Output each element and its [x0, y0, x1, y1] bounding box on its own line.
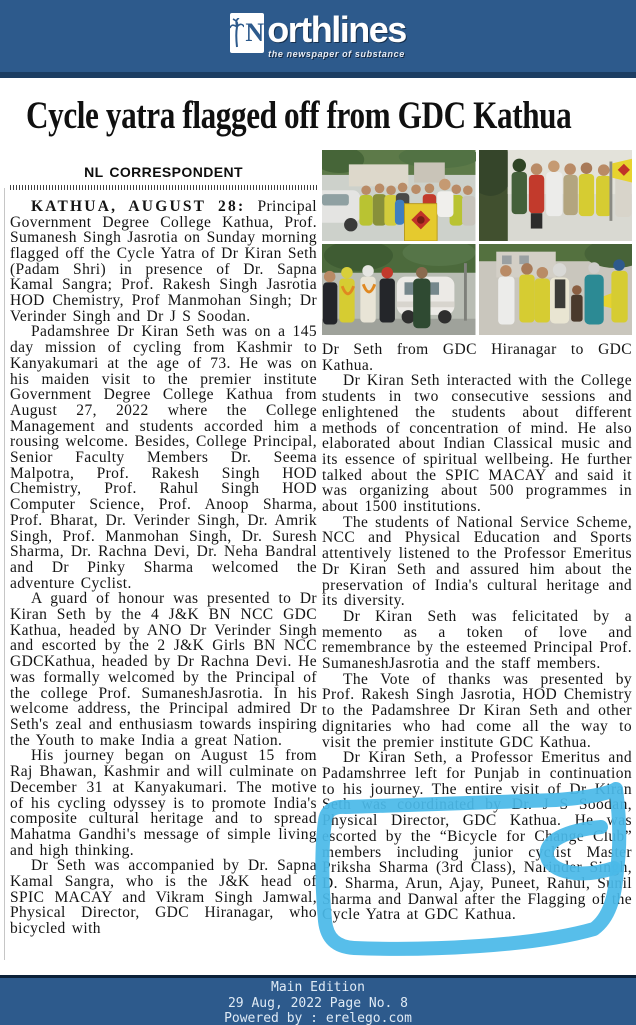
masthead-wordmark: orthlines — [267, 9, 406, 51]
article-paragraph: KATHUA, AUGUST 28: Principal Government Degree College Kathua, Prof. Sumanesh Singh Jasrotia on Sunday morning flagged off the Cycle Yatra of Dr Kiran Seth (Padam Shri) in presence of Dr. Sapna Kamal Sangra; Prof. Rakesh Singh Jasrotia HOD Chemistry, Prof Manmohan Singh; Dr Verinder Singh and Dr J S Soodan. — [10, 197, 317, 325]
article-paragraph: A guard of honour was presented to Dr Kiran Seth by the 4 J&K BN NCC GDC Kathua, headed by ANO Dr Verinder Singh and escorted by the 2 J&K Girls BN NCC GDCKathua, headed by Dr Rachna Devi. He was formally welcomed by the Principal of the college Prof. SumaneshJasrotia. In his welcome address, the Principal admired Dr Seth's zeal and enthusiasm towards inspiring the Youth to make India a great Nation. — [10, 590, 317, 749]
article-paragraph: Dr Kiran Seth interacted with the College students in two consecutive sessions and enlightened the students about different methods of concentration of mind. He also elaborated about Indian Classical music and its essence of spiritual wellbeing. He further talked about the SPIC MACAY and said it was organizing about 500 programmes in about 1500 institutions. — [322, 372, 632, 516]
northlines-brand — [230, 9, 406, 59]
headline: Cycle yatra flagged off from GDC Kathua — [26, 94, 572, 137]
byline: NL CORRESPONDENT — [84, 164, 243, 180]
photo-collage — [322, 150, 632, 335]
left-column-rule — [4, 188, 5, 960]
brand-letter-n: N — [245, 18, 265, 48]
article-paragraph: Padamshree Dr Kiran Seth was on a 145 day mission of cycling from Kashmir to Kanyakumari at the age of 73. He was on his maiden visit to the premier institute Government Degree College Kathua from August 27, 2022 where the College Management and students accorded him a rousing welcome. Besides, College Principal, Senior Faculty Members Dr. Seema Malpotra, Prof. Rakesh Singh HOD Chemistry, Prof. Rahul Singh HOD Computer Science, Prof. Anoop Sharma, Prof. Bharat, Dr. Verinder Singh, Dr. Amrik Singh, Prof. Manmohan Singh, Dr. Suresh Sharma, Dr. Rachna Devi, Dr. Neha Bandral and Dr Pinky Sharma welcomed the adventure Cyclist. — [10, 323, 317, 592]
cyclists-and-suv-photo — [322, 244, 476, 335]
masthead-tagline: the newspaper of substance — [268, 48, 405, 59]
masthead-divider — [0, 72, 636, 78]
article-paragraph: Dr Seth was accompanied by Dr. Sapna Kamal Sangra, who is the J&K head of SPIC MACAY and Vikram Singh Jamwal, Physical Director, GDC Hiranagar, who bicycled with — [10, 857, 317, 938]
article-paragraph: Dr Seth from GDC Hiranagar to GDC Kathua. — [322, 341, 632, 374]
article-paragraph: The Vote of thanks was presented by Prof. Rakesh Singh Jasrotia, HOD Chemistry to the Padamshree Dr Kiran Seth and other dignitaries who had come all the way to visit the premier institute GDC Kathua. — [322, 670, 632, 751]
footer-bar — [0, 975, 636, 1025]
article-paragraph: The students of National Service Scheme, NCC and Physical Education and Sports attentively listened to the Professor Emeritus Dr Kiran Seth and assured him about the preservation of India's cultural heritage and its diversity. — [322, 513, 632, 610]
footer-edition: Main Edition — [271, 980, 365, 995]
article-paragraph: Dr Kiran Seth was felicitated by a memento as a token of love and remembrance by the esteemed Principal Prof. SumaneshJasrotia and the staff members. — [322, 607, 632, 673]
footer-date-page: 29 Aug, 2022 Page No. 8 — [227, 995, 408, 1011]
left-column-text — [10, 199, 317, 937]
felicitation-group-photo — [479, 244, 633, 335]
article-paragraph: Dr Kiran Seth, a Professor Emeritus and Padamshrree left for Punjab in continuation to his journey. The entire visit of Dr Kiran Seth was coordinated by Dr. J S Soodan, Physical Director, GDC Kathua. He was escorted by the “Bicycle for Change Club” members including junior cyclist Master Priksha Sharma (3rd Class), Narinder Singh, D. Sharma, Arun, Ajay, Puneet, Rahul, Sunil Sharma and Danwal after the Flagging of the Cycle Yatra at GDC Kathua. — [322, 749, 632, 924]
northlines-logo-icon — [230, 13, 264, 53]
footer-powered-by: Powered by : erelego.com — [224, 1011, 412, 1025]
left-column — [10, 164, 317, 937]
masthead — [0, 0, 636, 72]
dateline: KATHUA, AUGUST 28: — [31, 197, 258, 215]
byline-rule — [10, 185, 317, 190]
dignitaries-group-photo — [479, 150, 633, 241]
palm-tree-icon — [230, 18, 244, 48]
right-column — [322, 150, 632, 923]
right-column-text — [322, 342, 632, 923]
article-paragraph: His journey began on August 15 from Raj Bhawan, Kashmir and will culminate on December 31 at Kanyakumari. The motive of his cycling odyssey is to promote India's composite cultural heritage and to spread Mahatma Gandhi's message of simple living and high thinking. — [10, 747, 317, 859]
flag-off-podium-photo — [322, 150, 476, 241]
